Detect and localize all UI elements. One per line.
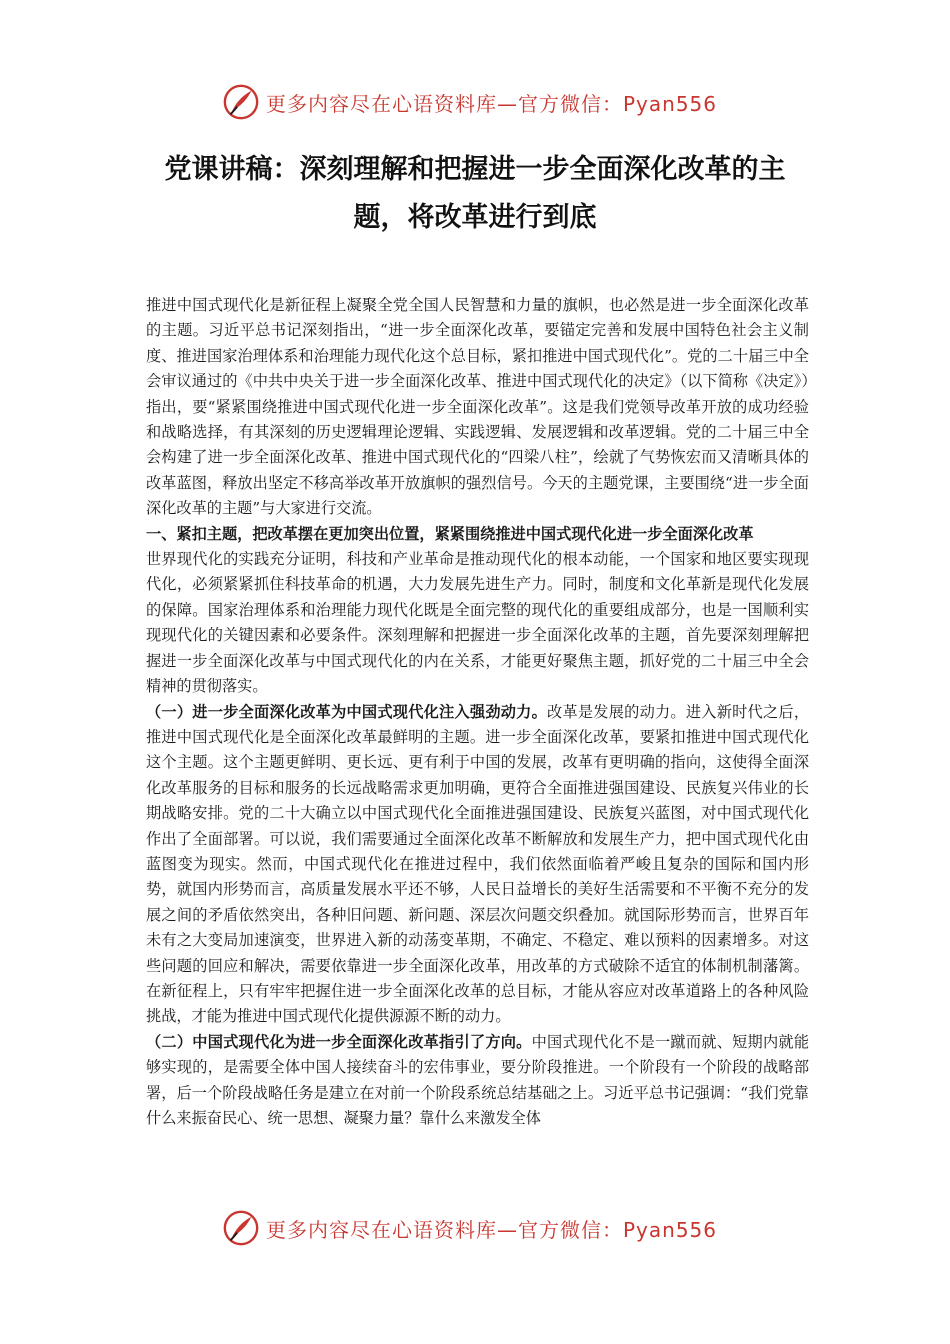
section-heading: 一、紧扣主题，把改革摆在更加突出位置，紧紧围绕推进中国式现代化进一步全面深化改革 [146,524,754,543]
banner-text: 更多内容尽在心语资料库—官方微信：Pyan556 [266,91,718,116]
wechat-id: Pyan556 [623,1217,718,1242]
document-body [146,293,809,1131]
body-paragraph [146,1030,809,1132]
body-paragraph [146,700,809,1030]
header-watermark-banner [0,80,950,124]
quill-logo-icon [222,83,260,121]
paragraph-text: 中国式现代化不是一蹴而就、短期内就能够实现的，是需要全体中国人接续奋斗的宏伟事业，要分阶段推进。一个阶段有一个阶段的战略部署，后一个阶段战略任务是建立在对前一个阶段系统总结基础之上。习近平总书记强调：“我们党靠什么来振奋民心、统一思想、凝聚力量？靠什么来激发全体 [146,1032,810,1127]
body-paragraph: 世界现代化的实践充分证明，科技和产业革命是推动现代化的根本动能，一个国家和地区要实现现代化，必须紧紧抓住科技革命的机遇，大力发展先进生产力。同时，制度和文化革新是现代化发展的保障。国家治理体系和治理能力现代化既是全面完整的现代化的重要组成部分，也是一国顺利实现现代化的关键因素和必要条件。深刻理解和把握进一步全面深化改革的主题，首先要深刻理解把握进一步全面深化改革与中国式现代化的内在关系，才能更好聚焦主题，抓好党的二十届三中全会精神的贯彻落实。 [146,550,809,696]
subheading-lead: （一）进一步全面深化改革为中国式现代化注入强劲动力。 [146,702,548,721]
paragraph-text: 改革是发展的动力。进入新时代之后，推进中国式现代化是全面深化改革最鲜明的主题。进一步全面深化改革，要紧扣推进中国式现代化这个主题。这个主题更鲜明、更长远、更有利于中国的发展，改革有更明确的指向，这使得全面深化改革服务的目标和服务的长远战略需求更加明确，更符合全面推进强国建设、民族复兴伟业的长期战略安排。党的二十大确立以中国式现代化全面推进强国建设、民族复兴蓝图，对中国式现代化作出了全面部署。可以说，我们需要通过全面深化改革不断解放和发展生产力，把中国式现代化由蓝图变为现实。然而，中国式现代化在推进过程中，我们依然面临着严峻且复杂的国际和国内形势，就国内形势而言，高质量发展水平还不够，人民日益增长的美好生活需要和不平衡不充分的发展之间的矛盾依然突出，各种旧问题、新问题、深层次问题交织叠加。就国际形势而言，世界百年未有之大变局加速演变，世界进入新的动荡变革期，不确定、不稳定、难以预料的因素增多。对这些问题的回应和解决，需要依靠进一步全面深化改革，用改革的方式破除不适宜的体制机制藩篱。在新征程上，只有牢牢把握住进一步全面深化改革的总目标，才能从容应对改革道路上的各种风险挑战，才能为推进中国式现代化提供源源不断的动力。 [146,702,810,1026]
banner-text: 更多内容尽在心语资料库—官方微信：Pyan556 [266,1217,718,1242]
intro-paragraph: 推进中国式现代化是新征程上凝聚全党全国人民智慧和力量的旗帜，也必然是进一步全面深化改革的主题。习近平总书记深刻指出，“进一步全面深化改革，要锚定完善和发展中国特色社会主义制度、推进国家治理体系和治理能力现代化这个总目标，紧扣推进中国式现代化”。党的二十届三中全会审议通过的《中共中央关于进一步全面深化改革、推进中国式现代化的决定》（以下简称《决定》）指出，要“紧紧围绕推进中国式现代化进一步全面深化改革”。这是我们党领导改革开放的成功经验和战略选择，有其深刻的历史逻辑理论逻辑、实践逻辑、发展逻辑和改革逻辑。党的二十届三中全会构建了进一步全面深化改革、推进中国式现代化的“四梁八柱”，绘就了气势恢宏而又清晰具体的改革蓝图，释放出坚定不移高举改革开放旗帜的强烈信号。今天的主题党课，主要围绕“进一步全面深化改革的主题”与大家进行交流。 [146,296,809,518]
footer-watermark-banner [0,1206,950,1250]
page-title: 党课讲稿：深刻理解和把握进一步全面深化改革的主题，将改革进行到底 [164,154,786,233]
quill-logo-icon [222,1209,260,1247]
wechat-id: Pyan556 [623,91,718,116]
subheading-lead: （二）中国式现代化为进一步全面深化改革指引了方向。 [146,1032,532,1051]
